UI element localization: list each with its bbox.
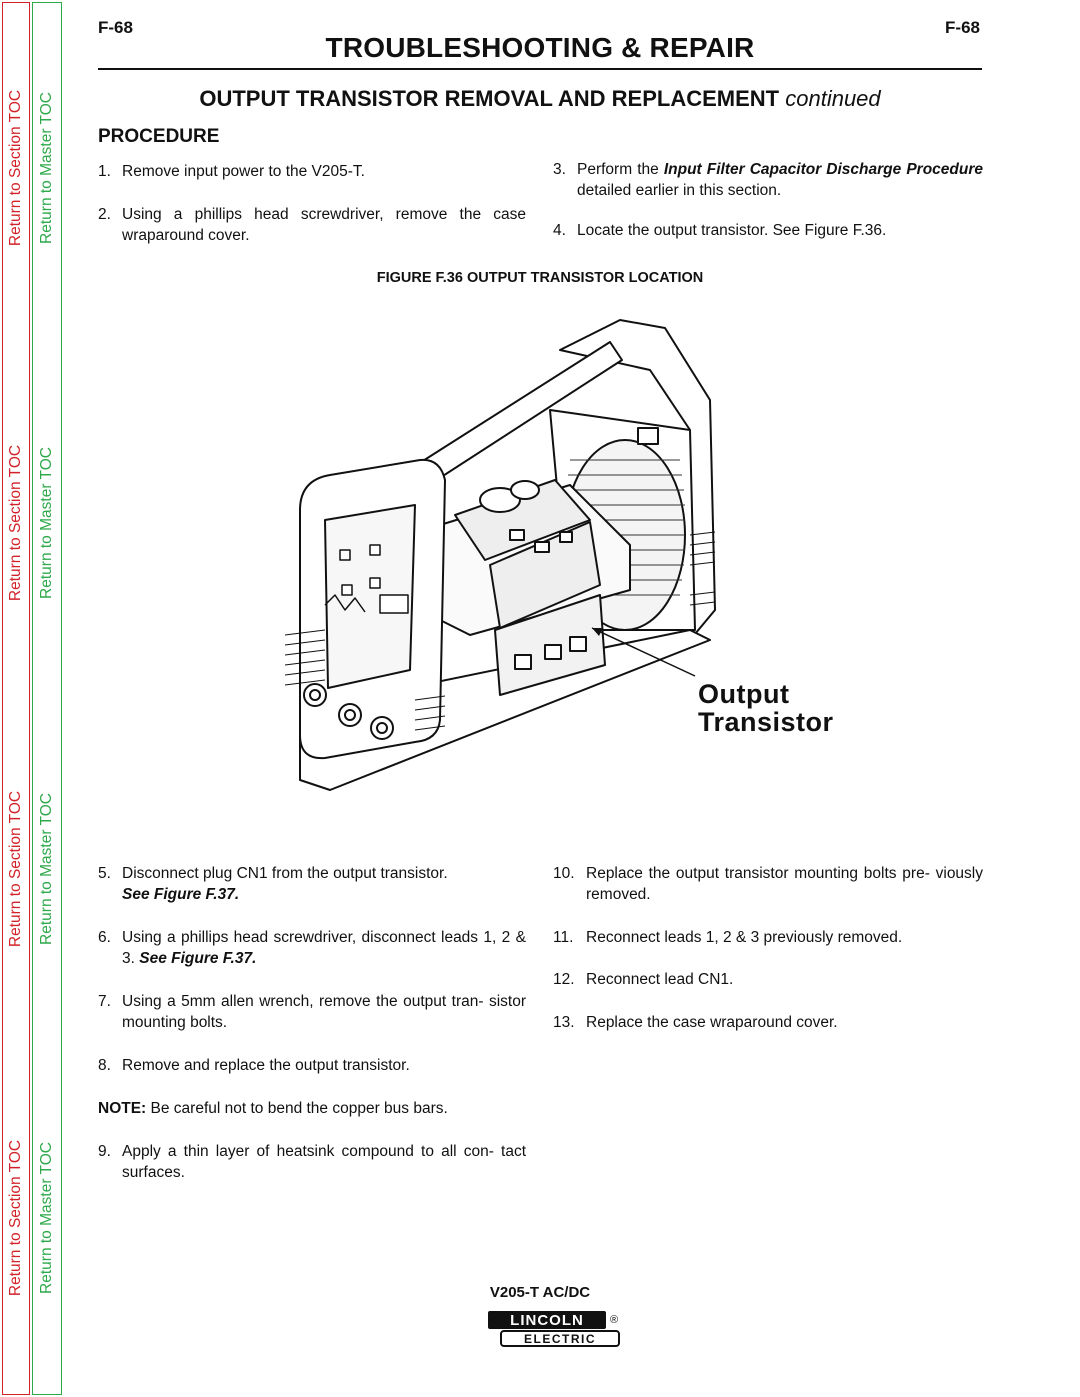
step-text: Replace the output transistor mounting bolts pre- viously removed.: [586, 865, 983, 903]
output-terminal-right-center: [377, 723, 387, 733]
figure-reference: See Figure F.37.: [139, 950, 257, 967]
logo-registered-mark: ®: [609, 1314, 619, 1326]
steps-top-left: [98, 161, 526, 246]
step-number: 7.: [98, 993, 111, 1010]
return-to-section-toc-link[interactable]: Return to Section TOC: [7, 89, 24, 247]
rear-gas-solenoid: [638, 428, 658, 444]
step-6: [98, 927, 526, 969]
capacitor: [511, 481, 539, 499]
front-control-knob: [370, 545, 380, 555]
step-number: 1.: [98, 163, 111, 180]
section-title-suffix: continued: [785, 86, 881, 111]
logo-text-bottom: ELECTRIC: [524, 1332, 596, 1346]
section-title-text: OUTPUT TRANSISTOR REMOVAL AND REPLACEMENT: [199, 86, 780, 111]
transistor-terminal: [570, 637, 586, 651]
steps-top-right: [553, 159, 983, 241]
step-12: [553, 969, 983, 990]
step-number: 12.: [553, 971, 575, 988]
step-text-main: Disconnect plug CN1 from the output transistor.: [122, 865, 448, 882]
return-to-section-toc-link[interactable]: Return to Section TOC: [7, 790, 24, 948]
step-8: [98, 1055, 526, 1076]
front-display: [380, 595, 408, 613]
step-text: Remove input power to the V205-T.: [122, 163, 365, 180]
component: [535, 542, 549, 552]
callout-line-1: Output: [698, 679, 790, 709]
step-text: Apply a thin layer of heatsink compound to all con- tact surfaces.: [122, 1143, 526, 1181]
step-text: Using a 5mm allen wrench, remove the output tran- sistor mounting bolts.: [122, 993, 526, 1031]
callout-line-2: Transistor: [698, 707, 834, 737]
step-3: [553, 159, 983, 201]
step-text-pre: Perform the: [577, 161, 659, 178]
step-number: 13.: [553, 1014, 575, 1031]
component: [560, 532, 572, 542]
step-number: 9.: [98, 1143, 111, 1160]
step-number: 10.: [553, 865, 575, 882]
front-control-knob: [370, 578, 380, 588]
page-title: TROUBLESHOOTING & REPAIR: [98, 32, 982, 70]
step-text: [122, 863, 526, 905]
step-number: 2.: [98, 206, 111, 223]
return-to-master-toc-link[interactable]: Return to Master TOC: [38, 92, 55, 244]
gas-connector-center: [345, 710, 355, 720]
step-text: Locate the output transistor. See Figure F.36.: [577, 222, 887, 239]
lincoln-electric-logo: [487, 1310, 621, 1348]
step-number: 11.: [553, 929, 574, 946]
step-10: [553, 863, 983, 905]
step-text: [122, 927, 526, 969]
step-number: 5.: [98, 865, 111, 882]
return-to-section-toc-link[interactable]: Return to Section TOC: [7, 444, 24, 602]
procedure-heading: PROCEDURE: [98, 126, 220, 147]
front-control-knob: [342, 585, 352, 595]
steps-bottom-left: [98, 863, 526, 1183]
step-text: Replace the case wraparound cover.: [586, 1014, 838, 1031]
step-text: Reconnect lead CN1.: [586, 971, 734, 988]
return-to-section-toc-link[interactable]: Return to Section TOC: [7, 1139, 24, 1297]
figure-reference: See Figure F.37.: [122, 886, 240, 903]
step-11: [553, 927, 983, 948]
master-toc-strip: [32, 2, 62, 1395]
step-9: [98, 1141, 526, 1183]
step-5: [98, 863, 526, 905]
section-toc-strip: [2, 2, 30, 1395]
step-text-main: Using a phillips head screwdriver, disconnect leads 1, 2 & 3.: [122, 929, 526, 967]
step-number: 6.: [98, 929, 111, 946]
return-to-master-toc-link[interactable]: Return to Master TOC: [38, 1142, 55, 1294]
component: [510, 530, 524, 540]
step-text: Remove and replace the output transistor.: [122, 1057, 410, 1074]
step-1: [98, 161, 526, 182]
return-to-master-toc-link[interactable]: Return to Master TOC: [38, 793, 55, 945]
return-to-master-toc-link[interactable]: Return to Master TOC: [38, 447, 55, 599]
output-transistor-callout: [698, 680, 834, 736]
step-text-post: detailed earlier in this section.: [577, 182, 782, 199]
note-body: Be careful not to bend the copper bus bars.: [150, 1100, 448, 1117]
figure-caption: FIGURE F.36 OUTPUT TRANSISTOR LOCATION: [376, 270, 704, 286]
step-2: [98, 204, 526, 246]
output-terminal-left-center: [310, 690, 320, 700]
page-number-right: F-68: [945, 18, 980, 37]
step-number: 8.: [98, 1057, 111, 1074]
step-text: Reconnect leads 1, 2 & 3 previously removed.: [586, 929, 903, 946]
transistor-terminal: [545, 645, 561, 659]
logo-text-top: LINCOLN: [510, 1312, 584, 1329]
step-4: [553, 220, 983, 241]
front-control-knob: [340, 550, 350, 560]
section-title: [98, 86, 982, 112]
steps-bottom-right: [553, 863, 983, 1033]
step-text: Using a phillips head screwdriver, remove the case wraparound cover.: [122, 206, 526, 244]
capacitor-discharge-procedure-ref: Input Filter Capacitor Discharge Procedure: [663, 161, 983, 178]
note-label: NOTE:: [98, 1100, 147, 1117]
step-7: [98, 991, 526, 1033]
model-name: V205-T AC/DC: [489, 1284, 591, 1301]
step-13: [553, 1012, 983, 1033]
note: [98, 1098, 526, 1119]
page-number-left: F-68: [98, 18, 133, 37]
step-number: 3.: [553, 161, 566, 178]
note-text: [98, 1098, 526, 1119]
step-text: [577, 159, 983, 201]
transistor-terminal: [515, 655, 531, 669]
step-number: 4.: [553, 222, 566, 239]
